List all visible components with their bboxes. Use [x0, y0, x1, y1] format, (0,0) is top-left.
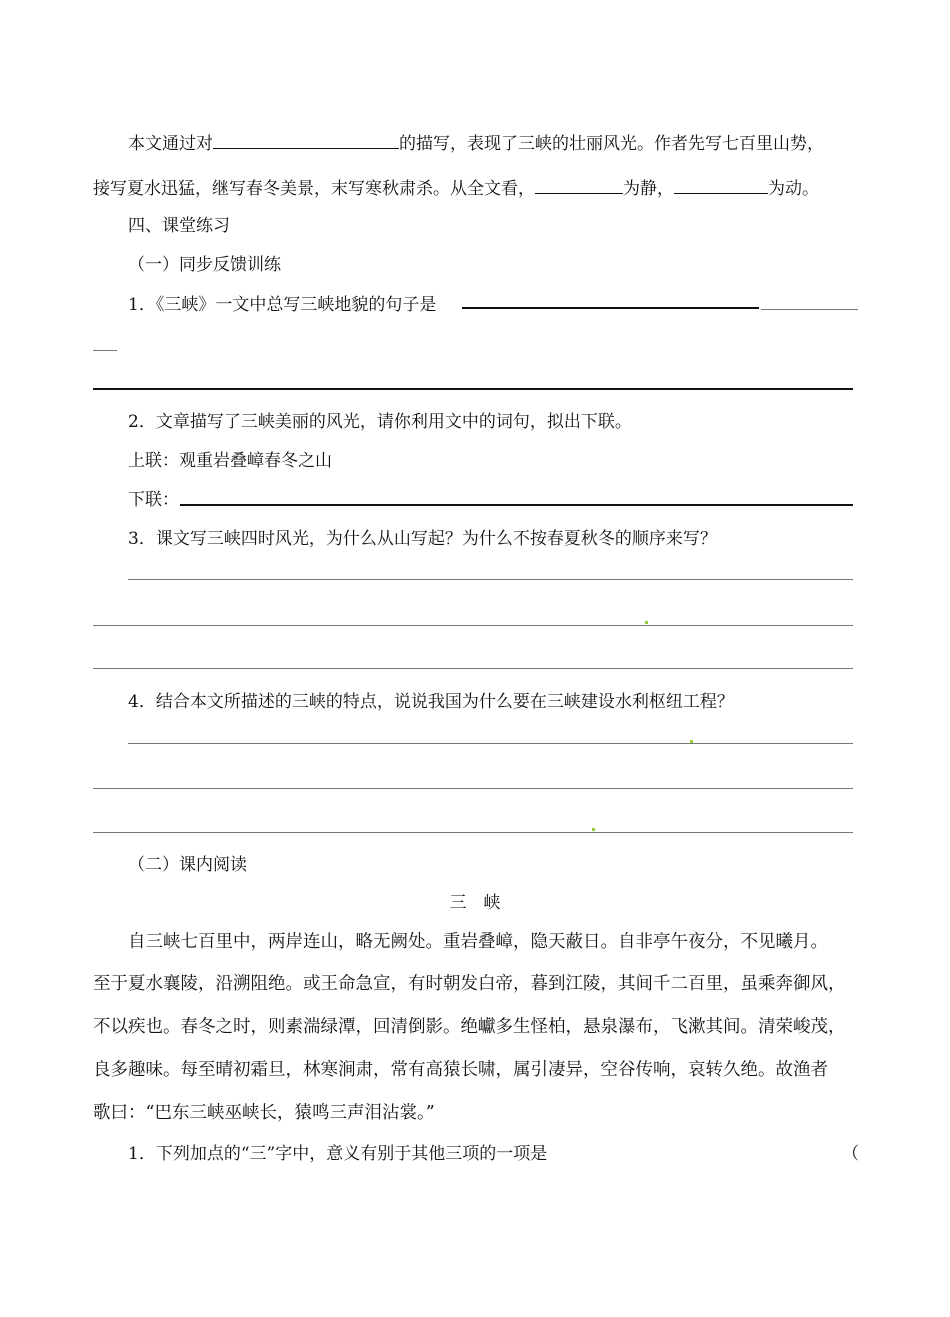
answer-line[interactable] [462, 307, 759, 309]
summary-text: 为动。 [768, 179, 819, 199]
question-4: 4．结合本文所描述的三峡的特点，说说我国为什么要在三峡建设水利枢纽工程？ [128, 692, 734, 712]
question-1 [128, 293, 436, 317]
summary-text: 本文通过对 [128, 134, 213, 154]
answer-paren[interactable]: （ [842, 1144, 859, 1164]
fill-blank[interactable] [674, 175, 768, 194]
summary-line-2 [93, 175, 819, 201]
question-2: 2．文章描写了三峡美丽的风光，请你利用文中的词句，拟出下联。 [128, 412, 632, 432]
question-3: 3．课文写三峡四时风光，为什么从山写起？为什么不按春夏秋冬的顺序来写？ [128, 529, 717, 549]
summary-text: 接写夏水迅猛，继写春冬美景，末写寒秋肃杀。从全文看， [93, 179, 535, 199]
summary-line-1 [128, 130, 824, 156]
passage-line: 自三峡七百里中，两岸连山，略无阙处。重岩叠嶂，隐天蔽日。自非亭午夜分，不见曦月。 [128, 932, 828, 952]
part-heading: （二）课内阅读 [128, 855, 247, 875]
passage-line: 至于夏水襄陵，沿溯阻绝。或王命急宣，有时朝发白帝，暮到江陵，其间千二百里，虽乘奔御风， [93, 974, 846, 994]
answer-line[interactable] [93, 350, 117, 351]
passage-line: 不以疾也。春冬之时，则素湍绿潭，回清倒影。绝巘多生怪柏，悬泉瀑布，飞漱其间。清荣峻茂， [93, 1017, 846, 1037]
answer-line[interactable] [761, 309, 858, 310]
question-text: 1．《三峡》一文中总写三峡地貌的句子是 [128, 295, 437, 315]
answer-line[interactable] [93, 388, 853, 390]
answer-line[interactable] [180, 504, 853, 506]
answer-line[interactable] [93, 832, 853, 833]
answer-line[interactable] [128, 743, 853, 744]
section-heading: 四、课堂练习 [128, 216, 230, 236]
upper-couplet: 上联：观重岩叠嶂春冬之山 [128, 451, 332, 471]
summary-text: 为静， [623, 179, 674, 199]
passage-title: 三 峡 [449, 893, 501, 913]
lower-couplet-label: 下联： [128, 490, 179, 510]
answer-line[interactable] [128, 579, 853, 580]
speck [645, 621, 648, 624]
passage-line: 良多趣味。每至晴初霜旦，林寒涧肃，常有高猿长啸，属引凄异，空谷传响，哀转久绝。故渔者 [93, 1060, 828, 1080]
answer-line[interactable] [93, 788, 853, 789]
reading-question-1: 1．下列加点的“三”字中，意义有别于其他三项的一项是 [128, 1144, 548, 1164]
fill-blank[interactable] [535, 175, 623, 194]
answer-line[interactable] [93, 668, 853, 669]
speck [592, 828, 595, 831]
summary-text: 的描写，表现了三峡的壮丽风光。作者先写七百里山势， [399, 134, 824, 154]
speck [690, 740, 693, 743]
part-heading: （一）同步反馈训练 [128, 255, 281, 275]
fill-blank[interactable] [213, 130, 399, 149]
passage-line: 歌曰：“巴东三峡巫峡长，猿鸣三声泪沾裳。” [93, 1103, 435, 1123]
answer-line[interactable] [93, 625, 853, 626]
